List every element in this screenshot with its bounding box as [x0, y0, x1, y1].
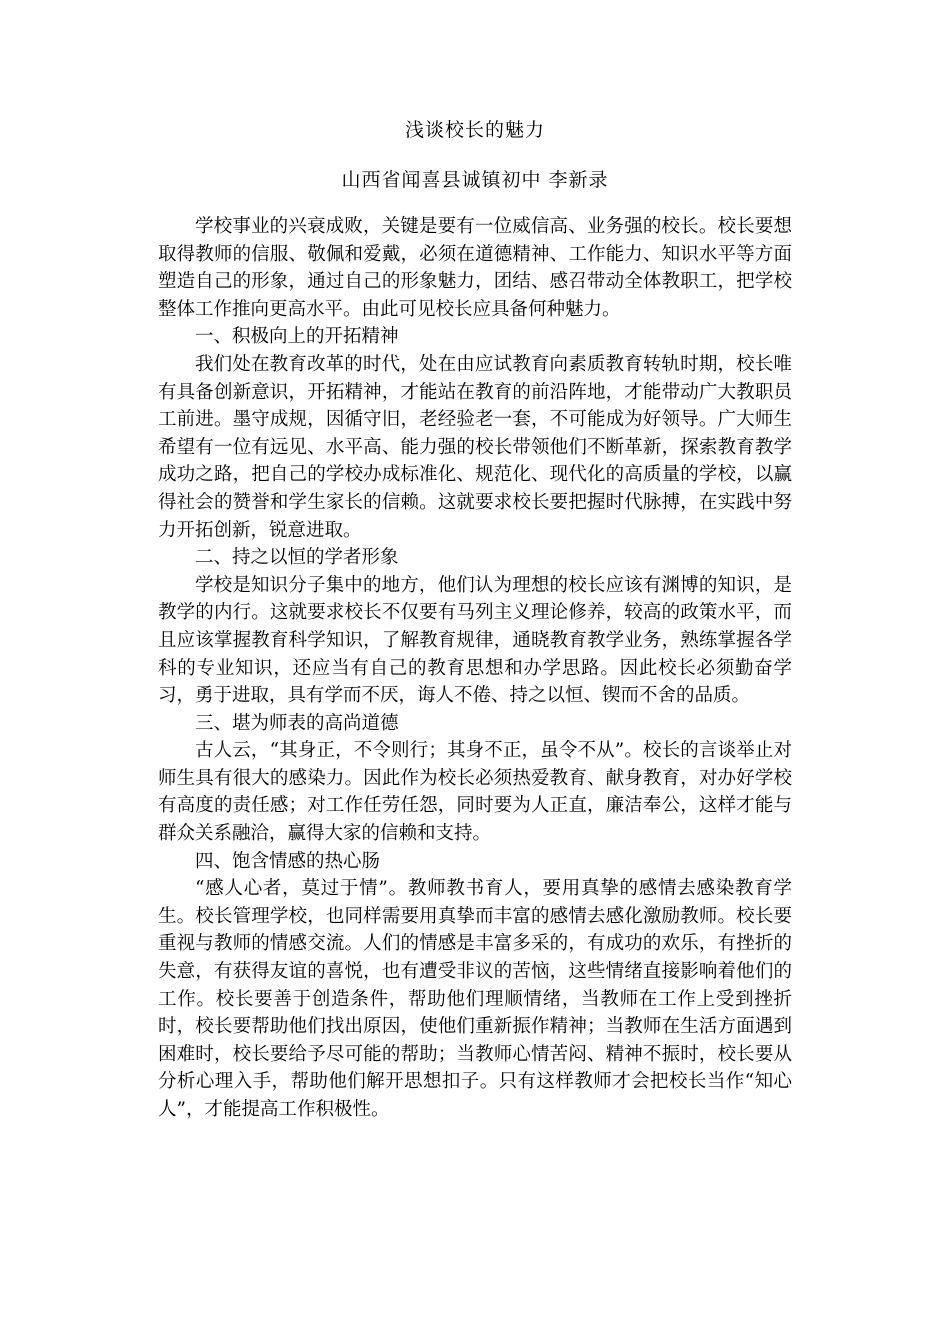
- document-title: 浅谈校长的魅力: [404, 119, 545, 141]
- section-paragraph: 学校是知识分子集中的地方，他们认为理想的校长应该有渊博的知识，是教学的内行。这就要求校长不仅要有马列主义理论修养，较高的政策水平，而且应该掌握教育科学知识，了解教育规律，通晓教育教学业务，熟练掌握各学科的专业知识，还应当有自己的教育思想和办学思路。因此校长必须勤奋学习，勇于进取，具有学而不厌，诲人不倦、持之以恒、锲而不舍的品质。: [158, 574, 792, 707]
- section-heading: 三、堪为师表的高尚道德: [195, 712, 399, 734]
- section-paragraph: 古人云，“其身正，不令则行；其身不正，虽令不从”。校长的言谈举止对师生具有很大的感染力。因此作为校长必须热爱教育、献身教育，对办好学校有高度的责任感；对工作任劳任怨，同时要为人正直，廉洁奉公，这样才能与群众关系融洽，赢得大家的信赖和支持。: [158, 740, 792, 845]
- section-heading: 一、积极向上的开拓精神: [195, 326, 399, 348]
- section-paragraph: 我们处在教育改革的时代，处在由应试教育向素质教育转轨时期，校长唯有具备创新意识，开拓精神，才能站在教育的前沿阵地，才能带动广大教职员工前进。墨守成规，因循守旧，老经验老一套，不可能成为好领导。广大师生希望有一位有远见、水平高、能力强的校长带领他们不断革新，探索教育教学成功之路，把自己的学校办成标准化、规范化、现代化的高质量的学校，以赢得社会的赞誉和学生家长的信赖。这就要求校长要把握时代脉搏，在实践中努力开拓创新，锐意进取。: [158, 353, 792, 541]
- section-heading: 四、饱含情感的热心肠: [195, 850, 381, 872]
- section-heading: 二、持之以恒的学者形象: [195, 547, 399, 569]
- author-byline: 山西省闻喜县诚镇初中 李新录: [341, 169, 609, 191]
- section-paragraph: “感人心者，莫过于情”。教师教书育人，要用真挚的感情去感染教育学生。校长管理学校，也同样需要用真挚而丰富的感情去感化激励教师。校长要重视与教师的情感交流。人们的情感是丰富多采的，有成功的欢乐，有挫折的失意，有获得友谊的喜悦，也有遭受非议的苦恼，这些情绪直接影响着他们的工作。校长要善于创造条件，帮助他们理顺情绪，当教师在工作上受到挫折时，校长要帮助他们找出原因，使他们重新振作精神；当教师在生活方面遇到困难时，校长要给予尽可能的帮助；当教师心情苦闷、精神不振时，校长要从分析心理入手，帮助他们解开思想扣子。只有这样教师才会把校长当作“知心人”，才能提高工作积极性。: [158, 878, 792, 1120]
- document-body: [158, 213, 792, 1124]
- intro-paragraph: 学校事业的兴衰成败，关键是要有一位威信高、业务强的校长。校长要想取得教师的信服、敬佩和爱戴，必须在道德精神、工作能力、知识水平等方面塑造自己的形象，通过自己的形象魅力，团结、感召带动全体教职工，把学校整体工作推向更高水平。由此可见校长应具备何种魅力。: [158, 216, 792, 320]
